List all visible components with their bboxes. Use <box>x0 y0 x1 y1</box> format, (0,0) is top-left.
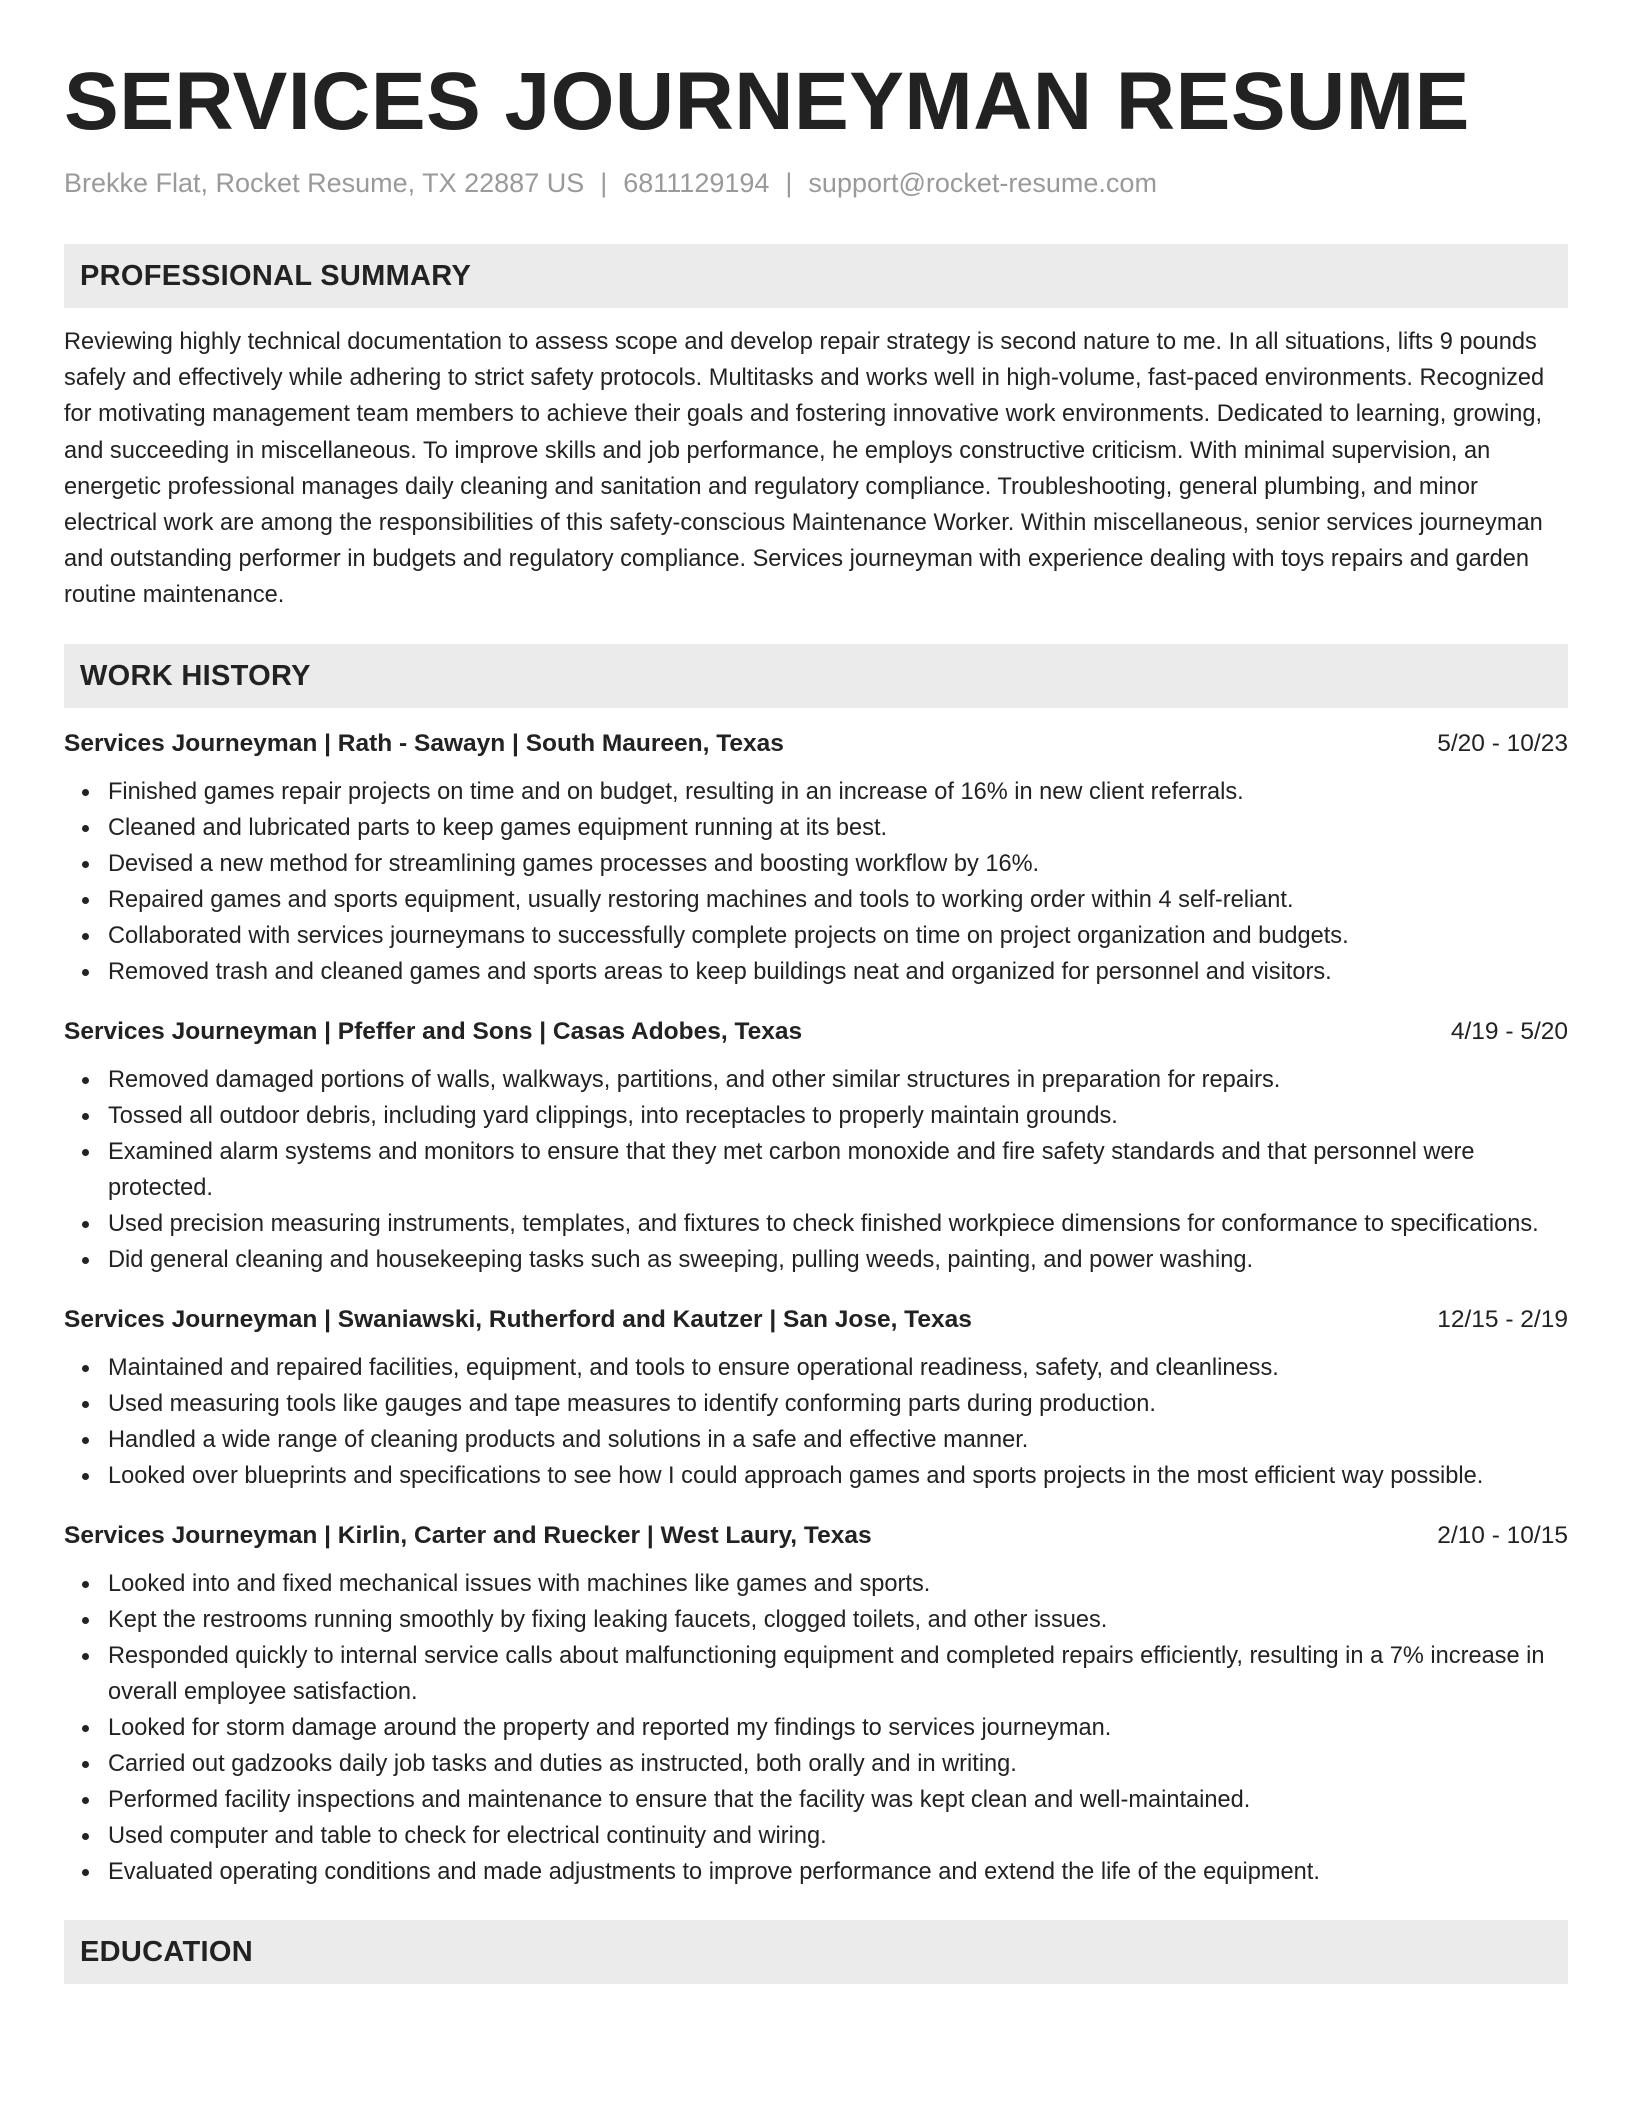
job-entry <box>64 1302 1568 1494</box>
job-bullet: Kept the restrooms running smoothly by fixing leaking faucets, clogged toilets, and other issues. <box>108 1602 1568 1638</box>
work-history-list <box>64 726 1568 1890</box>
job-dates: 2/10 - 10/15 <box>1437 1521 1568 1549</box>
job-bullets <box>64 1350 1568 1494</box>
job-header <box>64 1302 1568 1338</box>
job-bullet: Performed facility inspections and maintenance to ensure that the facility was kept clean and well-maintained. <box>108 1782 1568 1818</box>
job-title: Services Journeyman | Swaniawski, Rutherford and Kautzer | San Jose, Texas <box>64 1305 972 1333</box>
section-header-professional-summary: PROFESSIONAL SUMMARY <box>64 244 1568 308</box>
section-header-work-history: WORK HISTORY <box>64 644 1568 708</box>
job-dates: 4/19 - 5/20 <box>1450 1017 1568 1045</box>
job-entry <box>64 726 1568 990</box>
job-bullet: Tossed all outdoor debris, including yard clippings, into receptacles to properly maintain grounds. <box>108 1098 1568 1134</box>
job-bullet: Examined alarm systems and monitors to ensure that they met carbon monoxide and fire safety standards and that personnel were protected. <box>108 1134 1568 1206</box>
job-bullet: Used measuring tools like gauges and tape measures to identify conforming parts during production. <box>108 1386 1568 1422</box>
job-bullet: Responded quickly to internal service calls about malfunctioning equipment and completed repairs efficiently, resulting in a 7% increase in overall employee satisfaction. <box>108 1638 1568 1710</box>
job-bullet: Did general cleaning and housekeeping tasks such as sweeping, pulling weeds, painting, and power washing. <box>108 1242 1568 1278</box>
job-bullet: Looked into and fixed mechanical issues with machines like games and sports. <box>108 1566 1568 1602</box>
job-bullet: Handled a wide range of cleaning products and solutions in a safe and effective manner. <box>108 1422 1568 1458</box>
contact-separator: | <box>600 168 608 198</box>
job-bullets <box>64 1062 1568 1278</box>
job-bullet: Devised a new method for streamlining games processes and boosting workflow by 16%. <box>108 846 1568 882</box>
job-bullets <box>64 1566 1568 1890</box>
job-entry <box>64 1014 1568 1278</box>
job-title: Services Journeyman | Rath - Sawayn | South Maureen, Texas <box>64 729 784 757</box>
job-bullet: Finished games repair projects on time and on budget, resulting in an increase of 16% in new client referrals. <box>108 774 1568 810</box>
job-bullets <box>64 774 1568 990</box>
job-header <box>64 1518 1568 1554</box>
job-bullet: Repaired games and sports equipment, usually restoring machines and tools to working order within 4 self-reliant. <box>108 882 1568 918</box>
resume-title: SERVICES JOURNEYMAN RESUME <box>64 56 1470 147</box>
job-bullet: Removed damaged portions of walls, walkways, partitions, and other similar structures in preparation for repairs. <box>108 1062 1568 1098</box>
contact-address: Brekke Flat, Rocket Resume, TX 22887 US <box>64 168 585 198</box>
contact-email: support@rocket-resume.com <box>808 168 1157 198</box>
job-bullet: Removed trash and cleaned games and sports areas to keep buildings neat and organized for personnel and visitors. <box>108 954 1568 990</box>
job-bullet: Maintained and repaired facilities, equipment, and tools to ensure operational readiness, safety, and cleanliness. <box>108 1350 1568 1386</box>
job-bullet: Evaluated operating conditions and made adjustments to improve performance and extend the life of the equipment. <box>108 1854 1568 1890</box>
job-bullet: Used precision measuring instruments, templates, and fixtures to check finished workpiece dimensions for conformance to specifications. <box>108 1206 1568 1242</box>
job-entry <box>64 1518 1568 1890</box>
job-bullet: Looked over blueprints and specifications to see how I could approach games and sports projects in the most efficient way possible. <box>108 1458 1568 1494</box>
job-header <box>64 726 1568 762</box>
professional-summary-text: Reviewing highly technical documentation to assess scope and develop repair strategy is second nature to me. In all situations, lifts 9 pounds safely and effectively while adhering to strict safety protocols. Multitasks and works well in high-volume, fast-paced environments. Recognized for motivating management team members to achieve their goals and fostering innovative work environments. Dedicated to learning, growing, and succeeding in miscellaneous. To improve skills and job performance, he employs constructive criticism. With minimal supervision, an energetic professional manages daily cleaning and sanitation and regulatory compliance. Troubleshooting, general plumbing, and minor electrical work are among the responsibilities of this safety-conscious Maintenance Worker. Within miscellaneous, senior services journeyman and outstanding performer in budgets and regulatory compliance. Services journeyman with experience dealing with toys repairs and garden routine maintenance. <box>64 329 1545 609</box>
job-bullet: Cleaned and lubricated parts to keep games equipment running at its best. <box>108 810 1568 846</box>
contact-separator: | <box>785 168 793 198</box>
job-title: Services Journeyman | Pfeffer and Sons | Casas Adobes, Texas <box>64 1017 803 1045</box>
job-bullet: Collaborated with services journeymans to successfully complete projects on time on project organization and budgets. <box>108 918 1568 954</box>
contact-phone: 6811129194 <box>623 168 770 198</box>
job-bullet: Used computer and table to check for electrical continuity and wiring. <box>108 1818 1568 1854</box>
section-header-education: EDUCATION <box>64 1920 1568 1984</box>
job-title: Services Journeyman | Kirlin, Carter and Ruecker | West Laury, Texas <box>64 1521 872 1549</box>
contact-line <box>64 166 1568 200</box>
job-dates: 5/20 - 10/23 <box>1437 729 1568 757</box>
job-bullet: Looked for storm damage around the property and reported my findings to services journeyman. <box>108 1710 1568 1746</box>
job-bullet: Carried out gadzooks daily job tasks and duties as instructed, both orally and in writing. <box>108 1746 1568 1782</box>
job-dates: 12/15 - 2/19 <box>1437 1305 1568 1333</box>
job-header <box>64 1014 1568 1050</box>
